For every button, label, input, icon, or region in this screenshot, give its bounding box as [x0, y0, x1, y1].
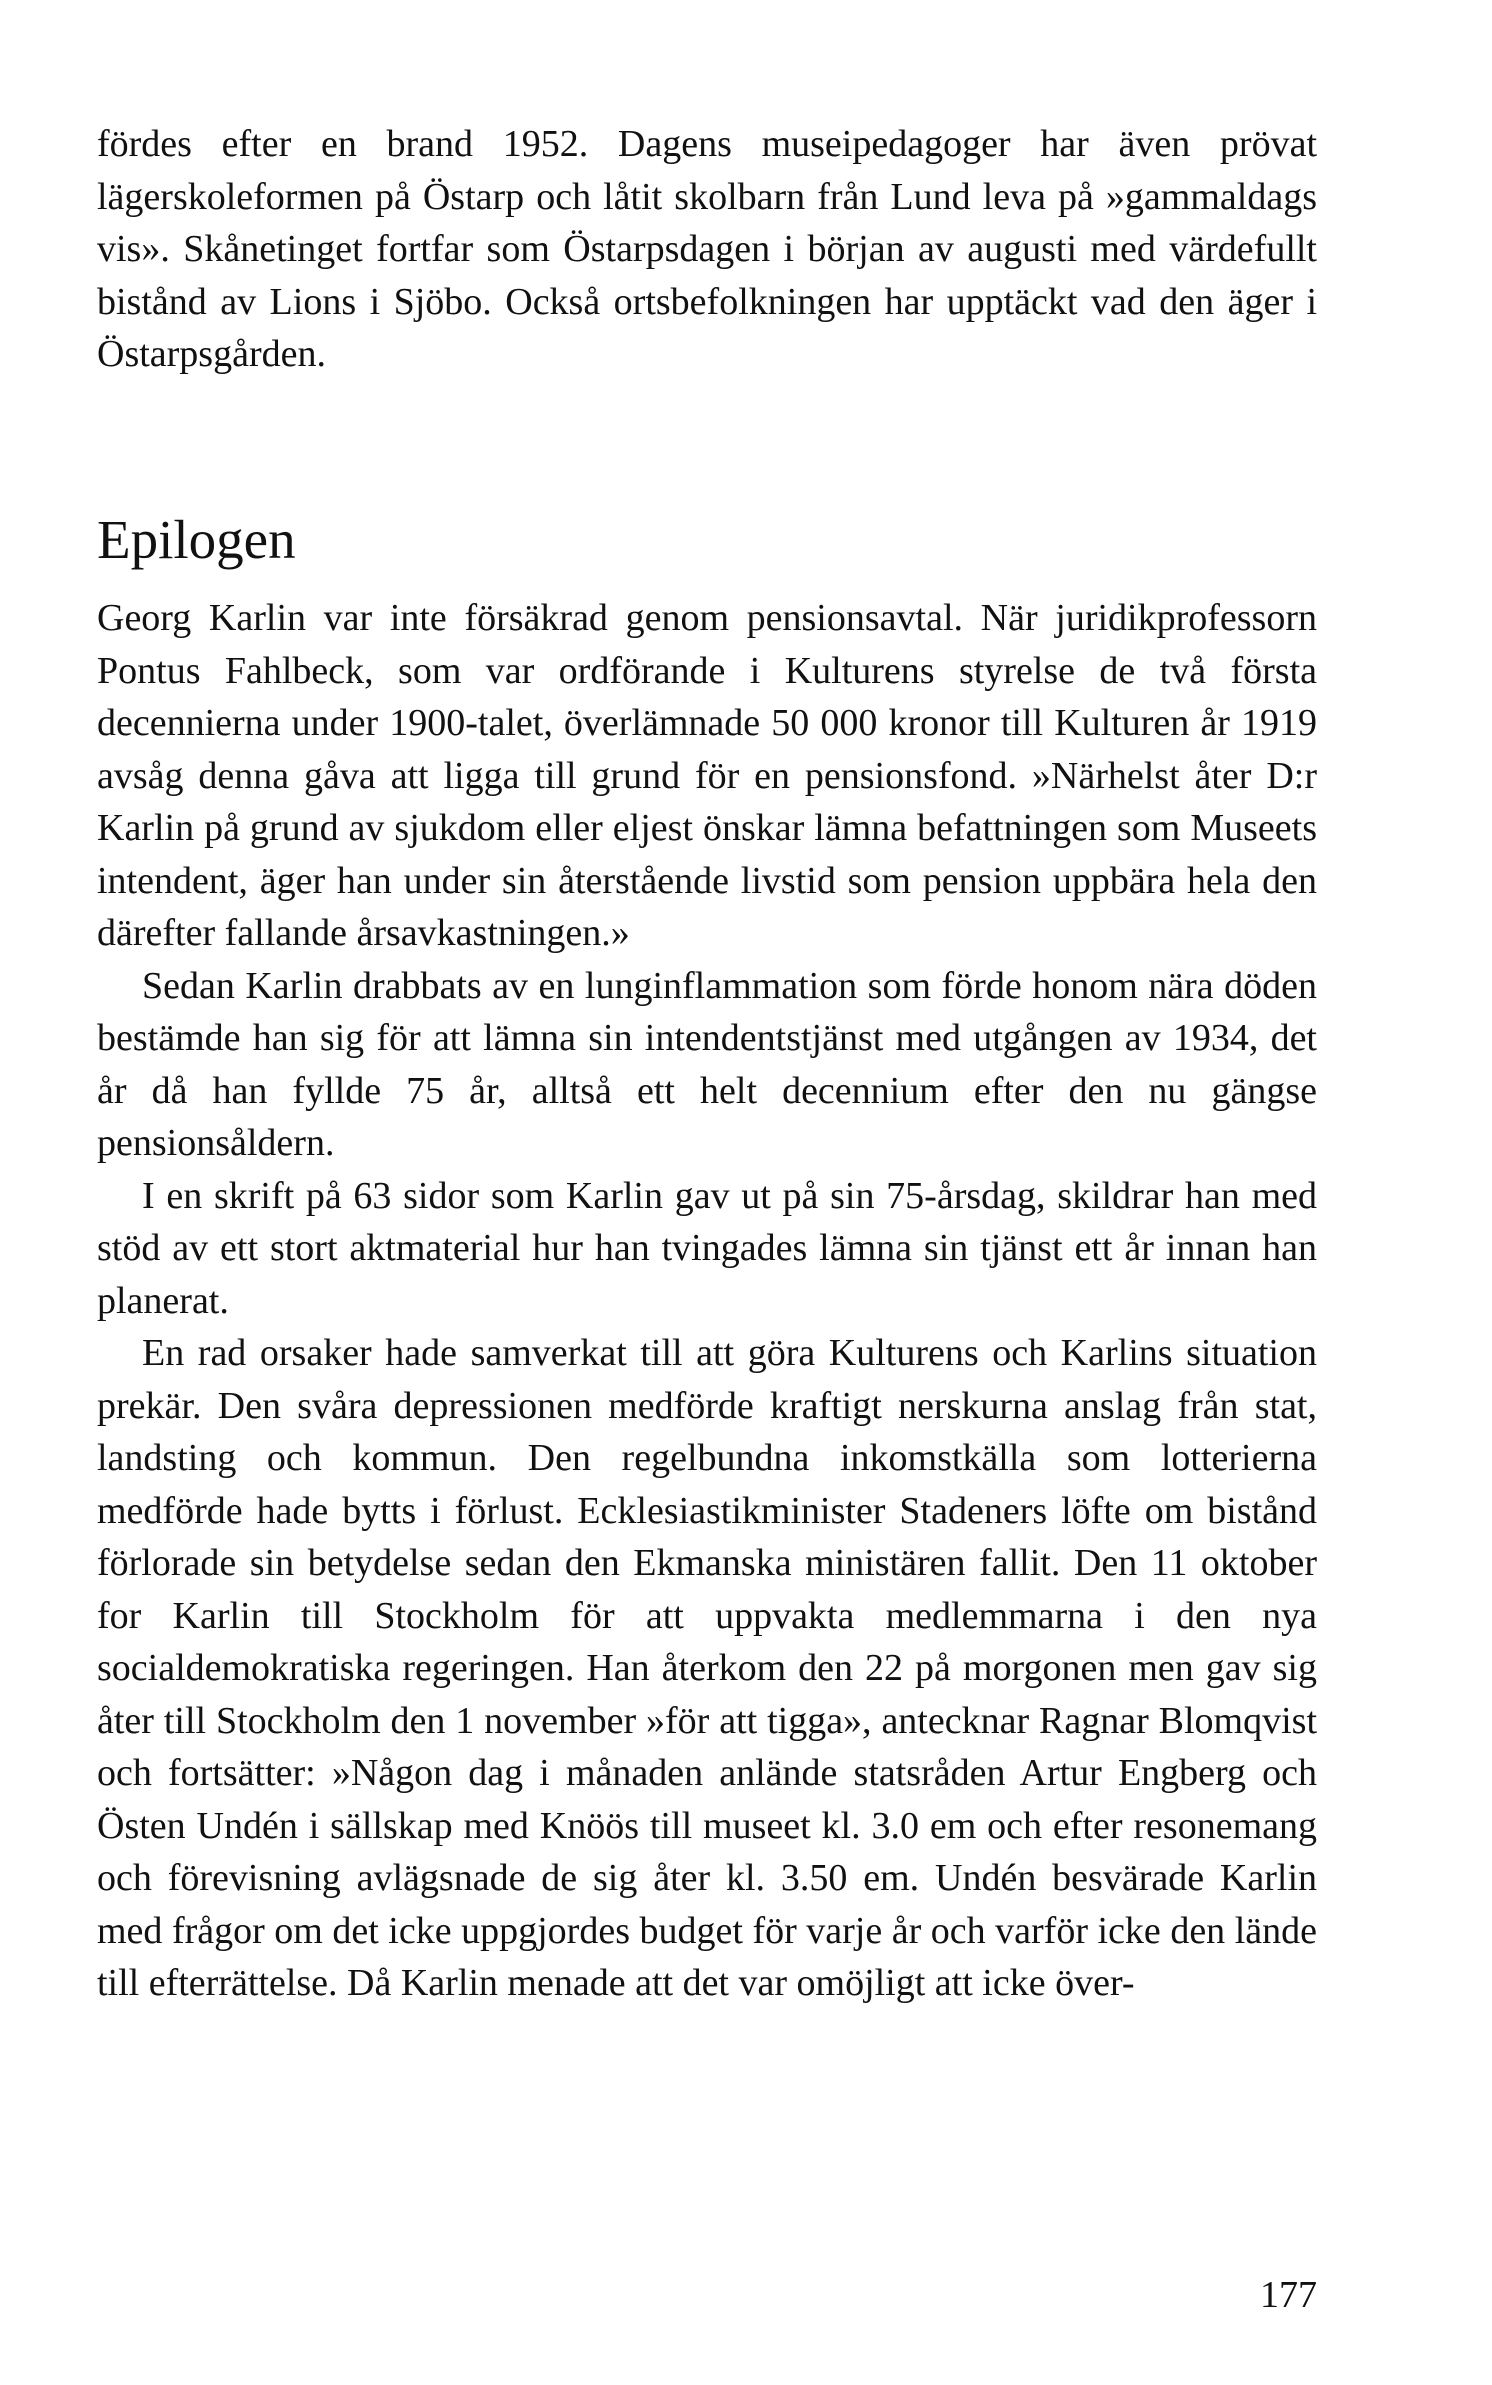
body-paragraph-1: Georg Karlin var inte försäkrad genom pensionsavtal. När juridikprofessorn Pontus Fahlbeck, som var ordförande i Kulturens styrelse de två första decennierna under 1900-talet, överlämnade 50 000 kronor till Kulturen år 1919 avsåg denna gåva att ligga till grund för en pensionsfond. »Närhelst åter D:r Karlin på grund av sjukdom eller eljest önskar lämna befattningen som Museets intendent, äger han under sin återstående livstid som pension uppbära hela den därefter fallande årsavkastningen.» [97, 597, 1317, 954]
intro-paragraph: fördes efter en brand 1952. Dagens museipedagoger har även prövat lägerskoleformen på Östarp och låtit skolbarn från Lund leva på »gammaldags vis». Skånetinget fortfar som Östarpsdagen i början av augusti med värdefullt bistånd av Lions i Sjöbo. Också ortsbefolkningen har upptäckt vad den äger i Östarpsgården. [97, 123, 1317, 375]
body-paragraph-4: En rad orsaker hade samverkat till att göra Kulturens och Karlins situation prekär. Den svåra depressionen medförde kraftigt nerskurna anslag från stat, landsting och kommun. Den regelbundna inkomstkälla som lotterierna medförde hade bytts i förlust. Ecklesiastikminister Stadeners löfte om bistånd förlorade sin betydelse sedan den Ekmanska ministären fallit. Den 11 oktober for Karlin till Stockholm för att uppvakta medlemmarna i den nya socialdemokratiska regeringen. Han återkom den 22 på morgonen men gav sig åter till Stockholm den 1 november »för att tigga», antecknar Ragnar Blomqvist och fortsätter: »Någon dag i månaden anlände statsråden Artur Engberg och Östen Undén i sällskap med Knöös till museet kl. 3.0 em och efter resonemang och förevisning avlägsnade de sig åter kl. 3.50 em. Undén besvärade Karlin med frågor om det icke uppgjordes budget för varje år och varför icke den lände till efterrättelse. Då Karlin menade att det var omöjligt att icke över- [97, 1332, 1317, 2004]
section-heading: Epilogen [97, 509, 296, 570]
body-paragraph-3: I en skrift på 63 sidor som Karlin gav ut på sin 75-årsdag, skildrar han med stöd av ett stort aktmaterial hur han tvingades lämna sin tjänst ett år innan han planerat. [97, 1174, 1317, 1322]
intro-paragraph-block [97, 118, 1317, 381]
body-paragraph-2: Sedan Karlin drabbats av en lunginflammation som förde honom nära döden bestämde han sig för att lämna sin intendentstjänst med utgången av 1934, det år då han fyllde 75 år, alltså ett helt decennium efter den nu gängse pensionsåldern. [97, 964, 1317, 1164]
page-number: 177 [1260, 2274, 1317, 2316]
section-body [97, 592, 1317, 2010]
